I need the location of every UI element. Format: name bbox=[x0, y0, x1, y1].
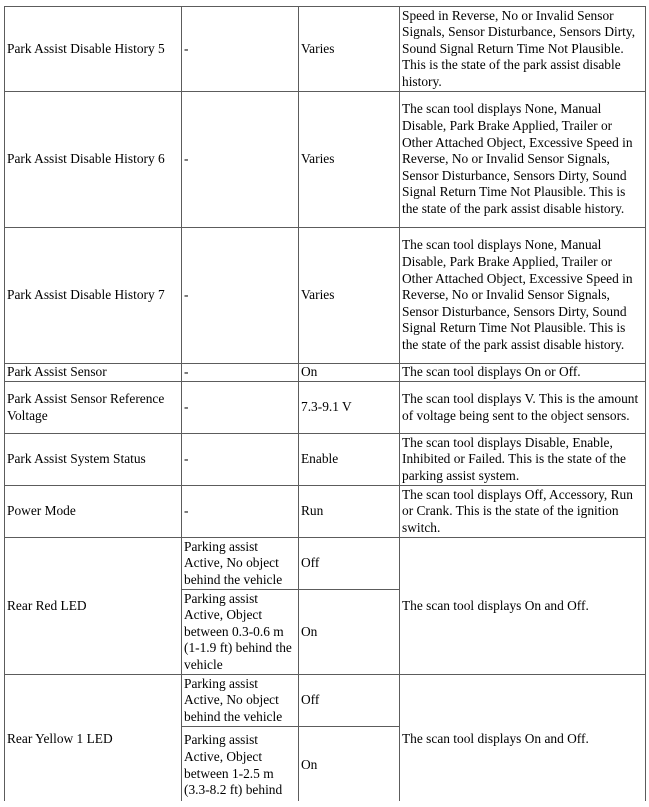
parameter-name: Power Mode bbox=[5, 486, 182, 538]
parameter-name: Rear Yellow 1 LED bbox=[5, 675, 182, 805]
value-cell: Off bbox=[299, 538, 400, 590]
value-cell: Varies bbox=[299, 92, 400, 228]
value-cell: On bbox=[299, 727, 400, 805]
parameter-name: Park Assist Disable History 7 bbox=[5, 228, 182, 364]
table-row bbox=[5, 382, 646, 434]
page-bottom-edge bbox=[0, 801, 649, 807]
table-row bbox=[5, 675, 646, 727]
condition-cell: - bbox=[182, 434, 299, 486]
description-cell: The scan tool displays V. This is the amount of voltage being sent to the object sensors. bbox=[400, 382, 646, 434]
value-cell: Run bbox=[299, 486, 400, 538]
value-cell: On bbox=[299, 364, 400, 382]
parameter-name: Park Assist Disable History 5 bbox=[5, 7, 182, 92]
condition-cell: - bbox=[182, 228, 299, 364]
condition-cell: Parking assist Active, Object between 0.3-0.6 m (1-1.9 ft) behind the vehicle bbox=[182, 590, 299, 675]
condition-cell: - bbox=[182, 364, 299, 382]
condition-cell: Parking assist Active, No object behind the vehicle bbox=[182, 538, 299, 590]
data-parameter-table bbox=[4, 6, 646, 805]
condition-cell: Parking assist Active, No object behind the vehicle bbox=[182, 675, 299, 727]
value-cell: Varies bbox=[299, 7, 400, 92]
description-cell: The scan tool displays None, Manual Disable, Park Brake Applied, Trailer or Other Attached Object, Excessive Speed in Reverse, No or Invalid Sensor Signals, Sensor Disturbance, Sensors Dirty, Sound Signal Return Time Not Plausible. This is the state of the park assist disable history. bbox=[400, 228, 646, 364]
value-cell: 7.3-9.1 V bbox=[299, 382, 400, 434]
description-cell: The scan tool displays None, Manual Disable, Park Brake Applied, Trailer or Other Attached Object, Excessive Speed in Reverse, No or Invalid Sensor Signals, Sensor Disturbance, Sensors Dirty, Sound Signal Return Time Not Plausible. This is the state of the park assist disable history. bbox=[400, 92, 646, 228]
description-cell: Speed in Reverse, No or Invalid Sensor Signals, Sensor Disturbance, Sensors Dirty, Sound Signal Return Time Not Plausible. This is the state of the park assist disable history. bbox=[400, 7, 646, 92]
description-cell: The scan tool displays Off, Accessory, Run or Crank. This is the state of the ignition switch. bbox=[400, 486, 646, 538]
value-cell: Off bbox=[299, 675, 400, 727]
condition-cell: Parking assist Active, Object between 1-2.5 m (3.3-8.2 ft) behind bbox=[182, 727, 299, 805]
condition-cell: - bbox=[182, 7, 299, 92]
table-row bbox=[5, 228, 646, 364]
table-row bbox=[5, 486, 646, 538]
value-cell: Enable bbox=[299, 434, 400, 486]
description-cell: The scan tool displays On and Off. bbox=[400, 538, 646, 675]
table-row bbox=[5, 364, 646, 382]
table-row bbox=[5, 434, 646, 486]
condition-cell: - bbox=[182, 486, 299, 538]
description-cell: The scan tool displays Disable, Enable, Inhibited or Failed. This is the state of the parking assist system. bbox=[400, 434, 646, 486]
description-cell: The scan tool displays On and Off. bbox=[400, 675, 646, 805]
condition-cell: - bbox=[182, 382, 299, 434]
parameter-name: Rear Red LED bbox=[5, 538, 182, 675]
table-row bbox=[5, 92, 646, 228]
parameter-name: Park Assist Disable History 6 bbox=[5, 92, 182, 228]
table-row bbox=[5, 7, 646, 92]
parameter-name: Park Assist Sensor Reference Voltage bbox=[5, 382, 182, 434]
condition-cell: - bbox=[182, 92, 299, 228]
description-cell: The scan tool displays On or Off. bbox=[400, 364, 646, 382]
value-cell: Varies bbox=[299, 228, 400, 364]
parameter-name: Park Assist Sensor bbox=[5, 364, 182, 382]
parameter-name: Park Assist System Status bbox=[5, 434, 182, 486]
table-row bbox=[5, 538, 646, 590]
value-cell: On bbox=[299, 590, 400, 675]
